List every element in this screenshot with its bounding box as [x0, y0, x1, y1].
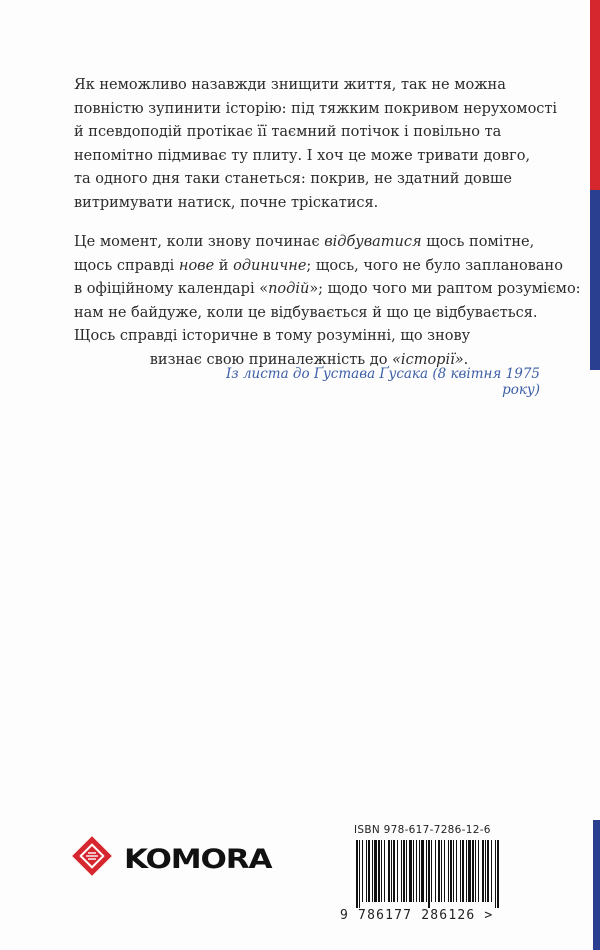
- text-line: непомітно підмиває ту плиту. І хоч це може тривати довго,: [74, 147, 531, 164]
- text-line: визнає свою приналежність до «історії».: [149, 351, 469, 368]
- text-line: й псевдоподій протікає її таємний потічок і повільно та: [74, 124, 502, 140]
- publisher-logo: [70, 834, 270, 884]
- paragraph-1: [74, 74, 558, 215]
- publisher-diamond-icon: [72, 836, 112, 876]
- text-line: Щось справді історичне в тому розумінні, що знову: [74, 328, 471, 344]
- text-line: щось справді нове й одиничне; щось, чого не було заплановано: [74, 257, 563, 274]
- text-line: Це момент, коли знову починає відбуватися щось помітне,: [74, 234, 535, 250]
- flag-stripe-blue-bottom: [593, 820, 600, 950]
- quote-text: [74, 74, 581, 388]
- paragraph-2: [74, 231, 581, 372]
- text-line: Як неможливо назавжди знищити життя, так не можна: [74, 77, 506, 93]
- quote-source: Із листа до Ґустава Ґусака (8 квітня 1975 року): [225, 366, 540, 398]
- isbn-barcode: [340, 824, 508, 932]
- text-line: та одного дня таки станеться: покрив, не здатний довше: [74, 171, 512, 187]
- publisher-logo-wordmark: KOMORA: [124, 844, 272, 875]
- text-line: в офіційному календарі «подій»; щодо чого ми раптом розуміємо:: [74, 281, 581, 297]
- flag-stripe-red: [590, 0, 600, 190]
- text-line: витримувати натиск, почне тріскатися.: [74, 194, 379, 211]
- barcode-graphic: [354, 840, 502, 908]
- flag-stripe-blue: [590, 190, 600, 370]
- isbn-label: ISBN 978-617-7286-12-6: [354, 824, 491, 836]
- text-line: повністю зупинити історію: під тяжким покривом нерухомості: [74, 100, 558, 117]
- text-line: нам не байдуже, коли це відбувається й що це відбувається.: [74, 304, 538, 321]
- barcode-digits: 9 786177 286126 >: [340, 908, 494, 923]
